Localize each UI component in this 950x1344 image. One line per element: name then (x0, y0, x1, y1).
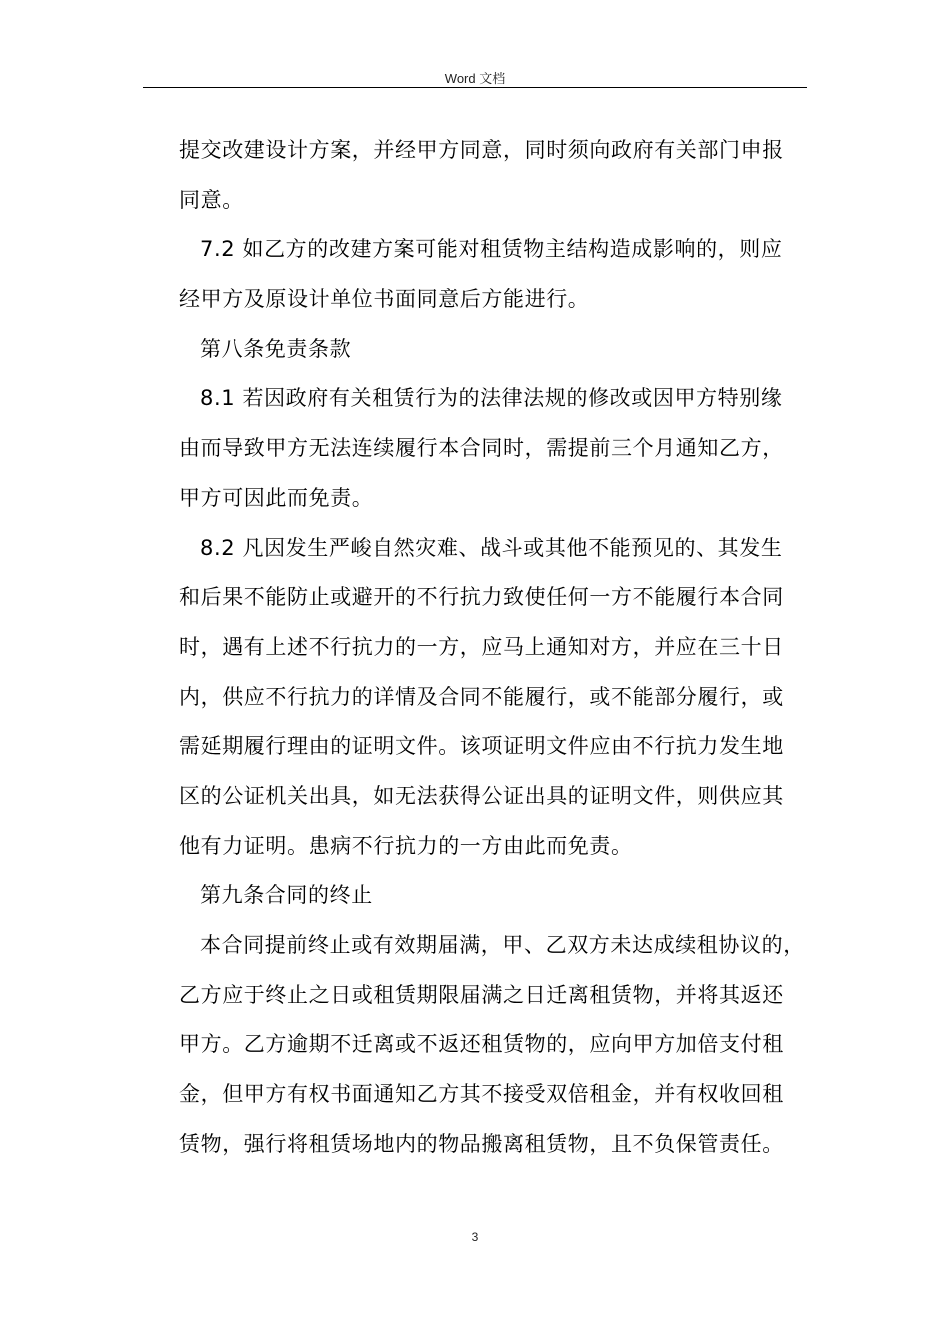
body-line: 提交改建设计方案，并经甲方同意，同时须向政府有关部门申报 (179, 138, 784, 162)
body-line: 本合同提前终止或有效期届满，甲、乙双方未达成续租协议的， (200, 933, 805, 957)
body-line: 内，供应不行抗力的详情及合同不能履行，或不能部分履行，或 (179, 684, 784, 709)
body-line: 甲方可因此而免责。 (179, 485, 374, 510)
document-body (179, 126, 819, 1169)
body-line: 需延期履行理由的证明文件。该项证明文件应由不行抗力发生地 (179, 734, 784, 759)
section-heading-9: 第九条合同的终止 (200, 883, 373, 908)
body-line: 7.2 如乙方的改建方案可能对租赁物主结构造成影响的，则应 (200, 237, 783, 262)
body-line: 时，遇有上述不行抗力的一方，应马上通知对方，并应在三十日 (179, 634, 784, 659)
body-line: 经甲方及原设计单位书面同意后方能进行。 (179, 287, 590, 312)
page-number: 3 (471, 1230, 479, 1244)
body-line: 8.1 若因政府有关租赁行为的法律法规的修改或因甲方特别缘 (200, 386, 783, 411)
section-heading-8: 第八条免责条款 (200, 336, 352, 361)
body-line: 乙方应于终止之日或租赁期限届满之日迁离租赁物，并将其返还 (179, 982, 784, 1007)
body-line: 区的公证机关出具，如无法获得公证出具的证明文件，则供应其 (179, 783, 784, 808)
body-line: 他有力证明。患病不行抗力的一方由此而免责。 (179, 833, 633, 858)
body-line: 赁物，强行将租赁场地内的物品搬离租赁物，且不负保管责任。 (179, 1131, 784, 1156)
body-line: 金，但甲方有权书面通知乙方其不接受双倍租金，并有权收回租 (179, 1082, 784, 1107)
body-line: 甲方。乙方逾期不迁离或不返还租赁物的，应向甲方加倍支付租 (179, 1032, 784, 1057)
body-line: 同意。 (179, 187, 244, 212)
header-divider (143, 87, 807, 88)
page-header-title: Word 文档 (444, 71, 506, 86)
body-line: 8.2 凡因发生严峻自然灾难、战斗或其他不能预见的、其发生 (200, 535, 783, 560)
body-line: 和后果不能防止或避开的不行抗力致使任何一方不能履行本合同 (179, 585, 784, 610)
body-line: 由而导致甲方无法连续履行本合同时，需提前三个月通知乙方， (179, 436, 784, 461)
